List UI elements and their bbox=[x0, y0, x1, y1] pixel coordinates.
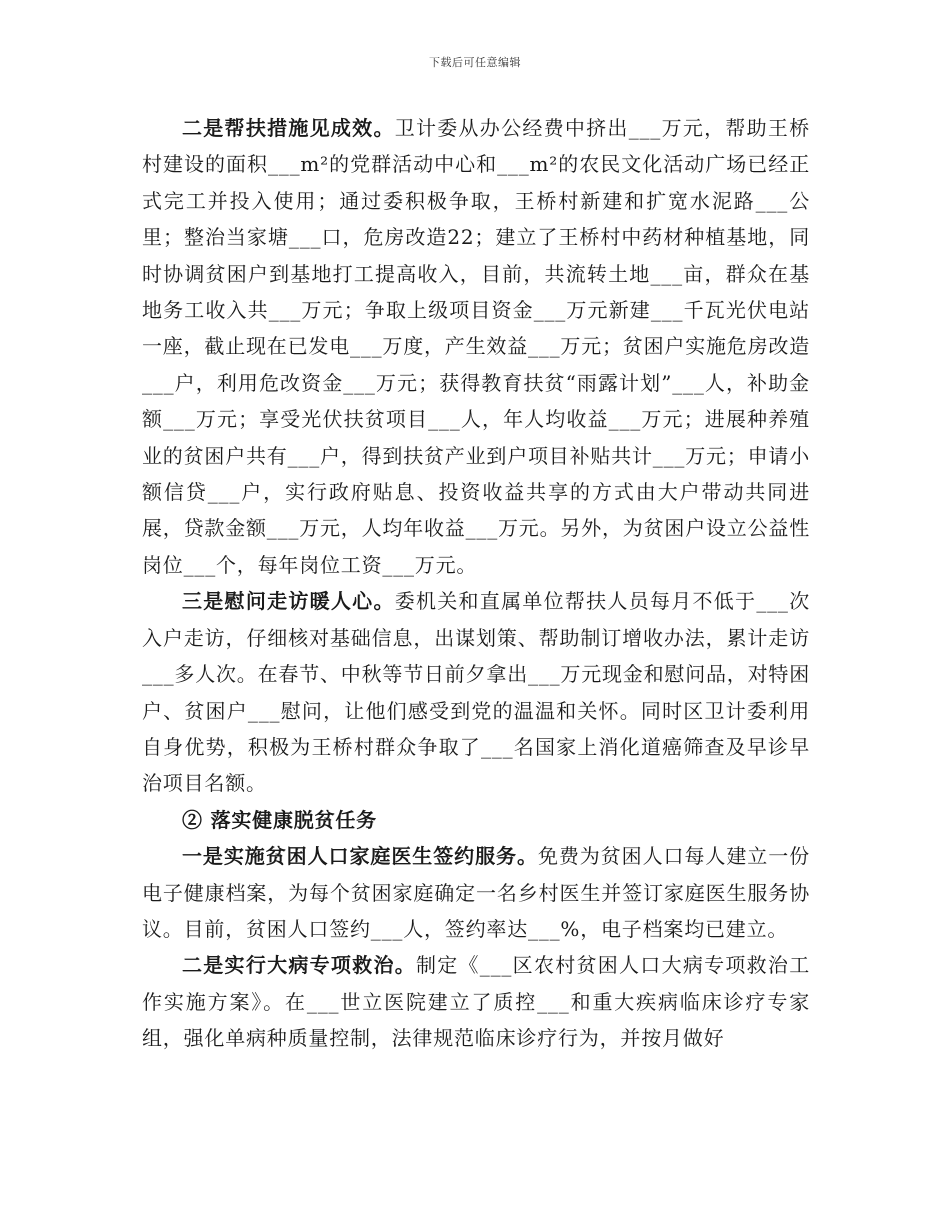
paragraph-assistance-measures bbox=[142, 110, 810, 583]
paragraph-visits bbox=[142, 583, 810, 801]
paragraph-lead: 二是实行大病专项救治。 bbox=[182, 953, 416, 978]
paragraph-text: 委机关和直属单位帮扶人员每月不低于___次入户走访，仔细核对基础信息，出谋划策、帮助制订增收办法，累计走访___多人次。在春节、中秋等节日前夕拿出___万元现金和慰问品，对特困户、贫困户___慰问，让他们感受到党的温温和关怀。同时区卫计委利用自身优势，积极为王桥村群众争取了___名国家上消化道癌筛查及早诊早治项目名额。 bbox=[142, 589, 810, 796]
paragraph-lead: 二是帮扶措施见成效。 bbox=[182, 116, 395, 140]
paragraph-lead: 一是实施贫困人口家庭医生签约服务。 bbox=[182, 844, 538, 869]
paragraph-text: 卫计委从办公经费中挤出___万元，帮助王桥村建设的面积___m²的党群活动中心和___m²的农民文化活动广场已经正式完工并投入使用；通过委积极争取，王桥村新建和扩宽水泥路___公里；整治当家塘___口，危房改造22；建立了王桥村中药材种植基地，同时协调贫困户到基地打工提高收入，目前，共流转土地___亩，群众在基地务工收入共___万元；争取上级项目资金___万元新建___千瓦光伏电站一座，截止现在已发电___万度，产生效益___万元；贫困户实施危房改造___户，利用危改资金___万元；获得教育扶贫“雨露计划”___人，补助金额___万元；享受光伏扶贫项目___人，年人均收益___万元；进展种养殖业的贫困户共有___户，得到扶贫产业到户项目补贴共计___万元；申请小额信贷___户，实行政府贴息、投资收益共享的方式由大户带动共同进展，贷款金额___万元，人均年收益___万元。另外，为贫困户设立公益性岗位___个，每年岗位工资___万元。 bbox=[142, 116, 810, 577]
paragraph-lead: 三是慰问走访暖人心。 bbox=[182, 589, 395, 614]
paragraph-family-doctor bbox=[142, 838, 810, 947]
paragraph-text: 制定《___区农村贫困人口大病专项救治工作实施方案》。在___世立医院建立了质控___和重大疾病临床诊疗专家组，强化单病种质量控制，法律规范临床诊疗行为，并按月做好 bbox=[142, 953, 810, 1051]
header-note: 下载后可任意编辑 bbox=[429, 56, 521, 69]
section-heading: ② 落实健康脱贫任务 bbox=[182, 807, 377, 832]
paragraph-text: 免费为贫困人口每人建立一份电子健康档案，为每个贫困家庭确定一名乡村医生并签订家庭医生服务协议。目前，贫困人口签约___人，签约率达___%，电子档案均已建立。 bbox=[142, 844, 810, 941]
document-body bbox=[142, 110, 810, 1057]
paragraph-major-illness bbox=[142, 947, 810, 1056]
